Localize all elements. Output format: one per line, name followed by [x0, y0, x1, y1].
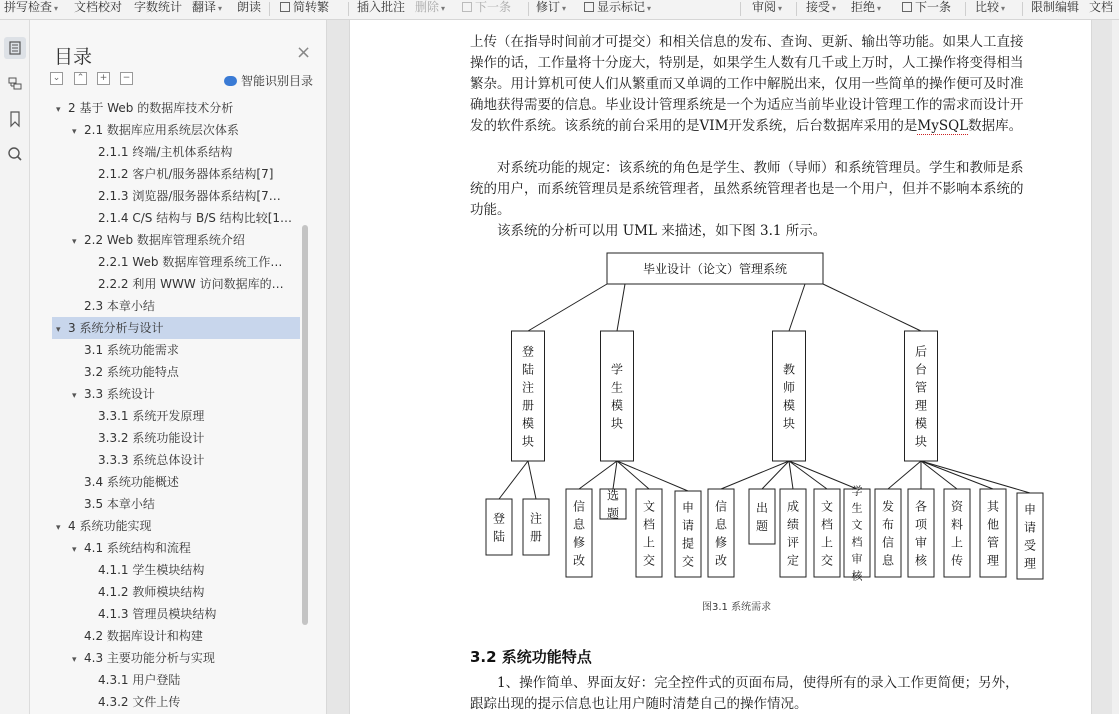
simplified-to-traditional-button[interactable] — [280, 0, 329, 16]
leaf-label: 学 — [851, 484, 863, 498]
reject-button[interactable] — [851, 0, 881, 16]
paragraph-1-end: 数据库。 — [968, 118, 1023, 134]
add-heading-icon[interactable]: + — [97, 72, 110, 85]
leaf-label: 档 — [851, 535, 863, 549]
leaf-label: 请 — [681, 518, 695, 533]
restrict-editing-button[interactable]: 限制编辑 — [1031, 0, 1080, 14]
leaf-label: 申 — [681, 500, 695, 515]
leaf-box — [486, 499, 512, 555]
paragraph-1-text: 上传（在指导时间前才可提交）和相关信息的发布、查询、更新、输出等功能。如果人工直接操作的话，工作量将十分庞大，特别是，如果学生人数有几千或上万时，人工操作将变得相当繁杂。用计算机可使人们从繁重而又单调的工作中解脱出来，仅用一些简单的操作便可及时准确地获得需要的信息。毕业设计管理系统是一个为适应当前毕业设计管理工作的需求而设计开发的软件系统。该系统的前台采用的是VIM开发系统，后台数据库采用的是 — [470, 34, 1024, 134]
connector-line — [617, 284, 625, 331]
leaf-label: 题 — [606, 506, 620, 521]
toc-item-label: 4.1.2 教师模块结构 — [98, 585, 205, 599]
toc-item[interactable] — [52, 449, 300, 471]
connector-line — [617, 461, 688, 491]
leaf-label: 交 — [681, 554, 695, 569]
toc-scrollbar[interactable] — [302, 225, 308, 625]
chevron-down-icon[interactable]: ▾ — [56, 105, 61, 115]
toc-item[interactable] — [52, 537, 300, 559]
module-label: 块 — [610, 416, 624, 431]
track-changes-label: 修订 — [536, 0, 561, 14]
toc-item-label: 3 系统分析与设计 — [68, 321, 164, 335]
chevron-down-icon: ▾ — [832, 4, 837, 13]
module-label: 师 — [782, 380, 796, 395]
toc-item[interactable] — [52, 647, 300, 669]
markup-icon — [584, 2, 594, 12]
toc-item[interactable] — [52, 515, 300, 537]
next-icon — [902, 2, 912, 12]
module-label: 理 — [914, 398, 928, 413]
module-label: 陆 — [521, 362, 535, 377]
leaf-label: 交 — [820, 553, 834, 568]
mysql-term: MySQL — [917, 118, 969, 134]
remove-heading-icon[interactable]: − — [120, 72, 133, 85]
leaf-label: 息 — [572, 517, 586, 532]
toc-item[interactable] — [52, 691, 300, 713]
toc-item[interactable] — [52, 339, 300, 361]
chevron-down-icon: ▾ — [877, 4, 882, 13]
module-label: 教 — [782, 362, 796, 377]
connector-line — [888, 461, 921, 489]
toc-item-label: 4.3.2 文件上传 — [98, 695, 181, 709]
connector-line — [579, 461, 617, 489]
leaf-label: 档 — [820, 517, 834, 532]
connector-line — [721, 461, 789, 489]
module-label: 后 — [914, 344, 928, 359]
leaf-box — [749, 489, 775, 544]
chevron-down-icon: ▾ — [778, 4, 783, 13]
toc-item-label: 2.1.4 C/S 结构与 B/S 结构比较[1… — [98, 211, 293, 225]
leaf-label: 交 — [642, 553, 656, 568]
leaf-label: 理 — [986, 553, 1000, 568]
next-label: 下一条 — [475, 0, 512, 14]
compare-button[interactable] — [975, 0, 1005, 16]
module-label: 生 — [610, 380, 624, 395]
expand-up-icon[interactable]: ⌃ — [74, 72, 87, 85]
leaf-label: 文 — [851, 518, 863, 532]
module-label: 台 — [914, 362, 928, 377]
leaf-label: 息 — [881, 553, 895, 568]
leaf-label: 册 — [529, 529, 543, 544]
leaf-label: 其 — [986, 499, 1000, 514]
leaf-label: 申 — [1023, 502, 1037, 517]
search-button[interactable] — [4, 143, 26, 165]
toc-item-label: 3.2 系统功能特点 — [84, 365, 179, 379]
paragraph-4: 1、操作简单、界面友好：完全控件式的页面布局，使得所有的录入工作更简便；另外，跟踪出现的提示信息也让用户随时清楚自己的操作情况。 — [470, 675, 1019, 712]
module-label: 管 — [914, 380, 928, 395]
next-change-button[interactable] — [902, 0, 951, 16]
bookmark-icon — [4, 108, 26, 130]
chevron-down-icon[interactable]: ▾ — [72, 391, 77, 401]
chevron-down-icon[interactable]: ▾ — [72, 237, 77, 247]
toc-item[interactable] — [52, 295, 300, 317]
doc-proofread-button[interactable]: 文档校对 — [74, 0, 123, 14]
leaf-label: 审 — [851, 552, 863, 566]
leaf-label: 上 — [820, 535, 834, 550]
next-comment-button[interactable] — [462, 0, 511, 16]
document-page — [349, 20, 1092, 714]
leaf-label: 料 — [950, 517, 964, 532]
paragraph-3: 该系统的分析可以用 UML 来描述，如下图 3.1 所示。 — [497, 223, 827, 239]
leaf-box — [523, 499, 549, 555]
divider — [348, 2, 349, 16]
chevron-down-icon[interactable]: ▾ — [56, 523, 61, 533]
leaf-label: 信 — [714, 499, 728, 514]
module-label: 块 — [782, 416, 796, 431]
leaf-label: 各 — [914, 499, 928, 514]
leaf-label: 理 — [1023, 556, 1037, 571]
convert-label: 简转繁 — [293, 0, 330, 14]
leaf-label: 提 — [681, 536, 695, 551]
accept-button[interactable] — [806, 0, 836, 16]
module-label: 块 — [521, 434, 535, 449]
toc-item-label: 3.3.2 系统功能设计 — [98, 431, 205, 445]
smart-toc-label: 智能识别目录 — [241, 74, 314, 88]
leaf-label: 成 — [786, 499, 800, 514]
leaf-label: 信 — [572, 499, 586, 514]
toc-item[interactable] — [52, 559, 300, 581]
leaf-label: 档 — [642, 517, 656, 532]
show-markup-button[interactable] — [584, 0, 651, 16]
toc-item-label: 2.1 数据库应用系统层次体系 — [84, 123, 239, 137]
leaf-label: 陆 — [492, 529, 506, 544]
chevron-down-icon: ▾ — [218, 4, 223, 13]
toc-item-label: 4.1.1 学生模块结构 — [98, 563, 205, 577]
document-scrollbar[interactable] — [1112, 20, 1119, 714]
leaf-label: 受 — [1023, 538, 1037, 553]
toc-item[interactable] — [52, 251, 300, 273]
smart-toc-button[interactable] — [224, 72, 313, 89]
connector-line — [921, 461, 1030, 493]
divider — [1022, 2, 1023, 16]
accept-label: 接受 — [806, 0, 831, 14]
review-label: 审阅 — [752, 0, 777, 14]
insert-comment-button[interactable]: 插入批注 — [357, 0, 406, 14]
leaf-label: 管 — [986, 535, 1000, 550]
connector-line — [617, 461, 649, 489]
toc-item[interactable] — [52, 163, 300, 185]
chevron-down-icon: ▾ — [1001, 4, 1006, 13]
toc-list — [52, 97, 300, 714]
show-markup-label: 显示标记 — [597, 0, 646, 14]
navigation-pane-button[interactable] — [4, 72, 26, 94]
delete-comment-button[interactable] — [415, 0, 445, 16]
toc-item[interactable] — [52, 141, 300, 163]
collapse-all-icon[interactable]: ⌄ — [50, 72, 63, 85]
section-heading: 3.2 系统功能特点 — [470, 648, 592, 666]
translate-button[interactable] — [192, 0, 222, 16]
connector-line — [921, 461, 993, 489]
leaf-label: 核 — [851, 569, 863, 583]
toc-item-label: 4.2 数据库设计和构建 — [84, 629, 203, 643]
toc-item[interactable] — [52, 273, 300, 295]
paragraph-2: 对系统功能的规定：该系统的角色是学生、教师（导师）和系统管理员。学生和教师是系统的用户，而系统管理员是系统管理者，虽然系统管理者也是一个用户，但并不影响本系统的功能。 — [470, 160, 1024, 218]
module-label: 模 — [610, 398, 624, 413]
toc-item[interactable] — [52, 361, 300, 383]
module-label: 登 — [521, 344, 535, 359]
module-label: 模 — [914, 416, 928, 431]
leaf-label: 文 — [820, 499, 834, 514]
module-box — [773, 331, 806, 461]
connector-line — [499, 461, 528, 499]
toc-item[interactable] — [52, 669, 300, 691]
divider — [528, 2, 529, 16]
toc-item-label: 4.1 系统结构和流程 — [84, 541, 191, 555]
toc-item-label: 2.1.3 浏览器/服务器体系结构[7… — [98, 189, 281, 203]
toc-item[interactable] — [52, 119, 300, 141]
leaf-label: 资 — [950, 499, 964, 514]
leaf-label: 息 — [714, 517, 728, 532]
compare-label: 比较 — [975, 0, 1000, 14]
next-change-label: 下一条 — [915, 0, 952, 14]
folder-tree-icon — [4, 72, 26, 94]
divider — [740, 2, 741, 16]
chevron-down-icon: ▾ — [441, 4, 446, 13]
toc-item-label: 2 基于 Web 的数据库技术分析 — [68, 101, 234, 115]
leaf-label: 修 — [714, 535, 728, 550]
connector-line — [613, 461, 617, 489]
toc-item-label: 3.4 系统功能概述 — [84, 475, 179, 489]
leaf-label: 项 — [914, 517, 928, 532]
chevron-down-icon: ▾ — [54, 4, 59, 13]
connector-line — [789, 284, 805, 331]
leaf-label: 审 — [914, 535, 928, 550]
leaf-label: 绩 — [786, 517, 800, 532]
connector-line — [823, 284, 921, 331]
toc-item-label: 4.3 主要功能分析与实现 — [84, 651, 215, 665]
reject-label: 拒绝 — [851, 0, 876, 14]
leaf-label: 改 — [572, 553, 586, 568]
connector-line — [789, 461, 793, 489]
chevron-down-icon: ▾ — [562, 4, 567, 13]
leaf-label: 发 — [881, 499, 895, 514]
leaf-label: 改 — [714, 553, 728, 568]
divider — [965, 2, 966, 16]
connector-line — [762, 461, 789, 489]
leaf-label: 核 — [914, 553, 928, 568]
leaf-label: 出 — [755, 501, 769, 516]
chevron-down-icon[interactable]: ▾ — [72, 655, 77, 665]
toc-item-label: 2.2.1 Web 数据库管理系统工作… — [98, 255, 283, 269]
close-icon[interactable]: × — [296, 42, 312, 63]
translate-label: 翻译 — [192, 0, 217, 14]
toc-item[interactable] — [52, 229, 300, 251]
toc-item[interactable] — [52, 493, 300, 515]
toc-item-label: 3.3.3 系统总体设计 — [98, 453, 205, 467]
toc-item[interactable] — [52, 383, 300, 405]
module-label: 模 — [521, 416, 535, 431]
leaf-label: 传 — [950, 553, 964, 568]
leaf-label: 选 — [606, 488, 620, 503]
leaf-label: 修 — [572, 535, 586, 550]
module-box — [601, 331, 634, 461]
toc-item-label: 2.2.2 利用 WWW 访问数据库的… — [98, 277, 284, 291]
toc-item[interactable] — [52, 405, 300, 427]
leaf-label: 生 — [851, 501, 863, 515]
convert-icon — [280, 2, 290, 12]
toc-item[interactable] — [52, 427, 300, 449]
leaf-label: 信 — [881, 535, 895, 550]
divider — [796, 2, 797, 16]
read-aloud-button[interactable]: 朗读 — [237, 0, 262, 14]
leaf-label: 题 — [755, 519, 769, 534]
chevron-down-icon[interactable]: ▾ — [56, 325, 61, 335]
spell-check-button[interactable] — [4, 0, 58, 16]
leaf-label: 定 — [786, 553, 800, 568]
connector-line — [921, 461, 957, 489]
leaf-label: 他 — [986, 517, 1000, 532]
search-icon — [4, 143, 26, 165]
leaf-label: 上 — [950, 535, 964, 550]
module-label: 模 — [782, 398, 796, 413]
review-toolbar — [0, 0, 1119, 20]
toc-item-label: 2.3 本章小结 — [84, 299, 155, 313]
toc-item-label: 3.5 本章小结 — [84, 497, 155, 511]
toc-item[interactable] — [52, 581, 300, 603]
next-icon — [462, 2, 472, 12]
leaf-label: 请 — [1023, 520, 1037, 535]
system-requirements-diagram — [350, 245, 1093, 605]
connector-line — [789, 461, 857, 489]
divider — [269, 2, 270, 16]
toc-item-label: 3.3 系统设计 — [84, 387, 155, 401]
toc-item[interactable] — [52, 185, 300, 207]
word-count-button[interactable]: 字数统计 — [134, 0, 183, 14]
leaf-label: 布 — [881, 517, 895, 532]
toc-item-label: 4.3.1 用户登陆 — [98, 673, 181, 687]
toc-item[interactable] — [52, 603, 300, 625]
leaf-label: 上 — [642, 535, 656, 550]
toc-item[interactable] — [52, 471, 300, 493]
module-label: 块 — [914, 434, 928, 449]
outline-icon — [4, 37, 26, 59]
toc-item-label: 3.1 系统功能需求 — [84, 343, 179, 357]
toc-toggle-button[interactable] — [4, 37, 26, 59]
toc-title: 目录 — [54, 46, 93, 68]
navigation-icon-bar — [0, 20, 30, 714]
module-label: 学 — [610, 362, 624, 377]
leaf-label: 登 — [492, 511, 506, 526]
connector-line — [528, 284, 607, 331]
leaf-label: 注 — [529, 511, 543, 526]
module-label: 注 — [521, 380, 535, 395]
paragraph-1 — [470, 32, 1030, 137]
toc-item-label: 4 系统功能实现 — [68, 519, 152, 533]
toc-item-label: 4.1.3 管理员模块结构 — [98, 607, 217, 621]
review-button[interactable] — [752, 0, 782, 16]
toc-item-label: 2.2 Web 数据库管理系统介绍 — [84, 233, 245, 247]
chevron-down-icon[interactable]: ▾ — [72, 127, 77, 137]
chevron-down-icon[interactable]: ▾ — [72, 545, 77, 555]
chevron-down-icon: ▾ — [647, 4, 652, 13]
delete-label: 删除 — [415, 0, 440, 14]
document-button[interactable]: 文档 — [1089, 0, 1114, 14]
toc-item-label: 2.1.1 终端/主机体系结构 — [98, 145, 233, 159]
root-label: 毕业设计（论文）管理系统 — [642, 262, 788, 276]
toc-panel — [30, 20, 327, 714]
track-changes-button[interactable] — [536, 0, 566, 16]
bookmark-button[interactable] — [4, 108, 26, 130]
toc-item-label: 2.1.2 客户机/服务器体系结构[7] — [98, 167, 274, 181]
connector-line — [528, 461, 536, 499]
leaf-label: 评 — [786, 535, 800, 550]
connector-line — [789, 461, 827, 489]
toc-item[interactable] — [52, 207, 300, 229]
spell-check-label: 拼写检查 — [4, 0, 53, 14]
toc-item[interactable] — [52, 625, 300, 647]
ai-icon — [224, 76, 237, 86]
leaf-label: 文 — [642, 499, 656, 514]
figure-caption: 图3.1 系统需求 — [702, 602, 772, 613]
toc-item[interactable] — [52, 97, 300, 119]
module-label: 册 — [521, 398, 535, 413]
toc-item-label: 3.3.1 系统开发原理 — [98, 409, 205, 423]
document-area — [327, 20, 1119, 714]
toc-item[interactable] — [52, 317, 300, 339]
